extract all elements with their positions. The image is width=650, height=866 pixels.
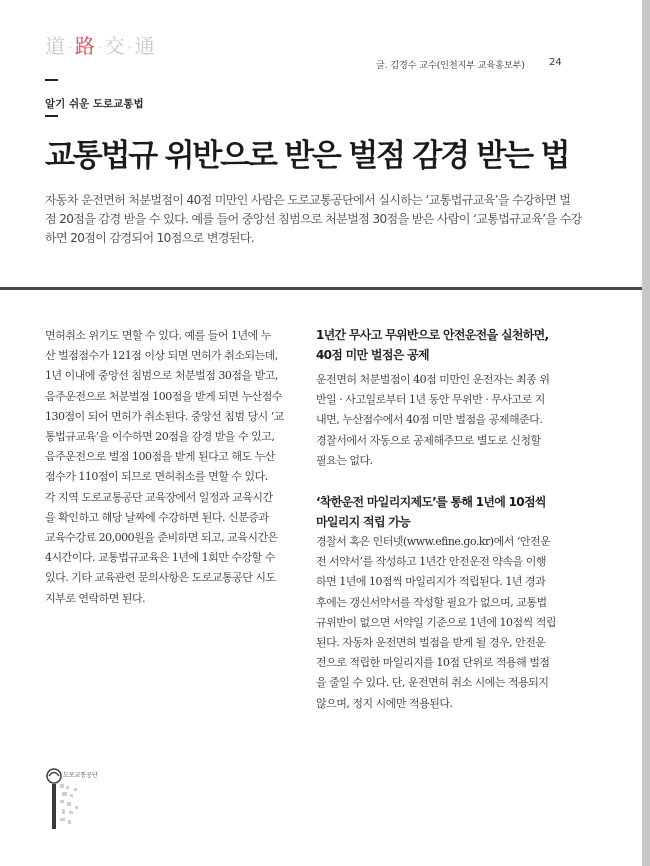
body-line: 규위반이 없으면 서약일 기준으로 1년에 10점씩 적립: [316, 615, 556, 629]
body-line: 있다. 기타 교육관련 문의사항은 도로교통공단 시도: [45, 571, 276, 585]
heading-line: 1년간 무사고 무위반으로 안전운전을 실천하면,: [316, 328, 549, 342]
body-line: 점수가 110점이 되므로 면허취소를 면할 수 있다.: [45, 470, 268, 484]
section-divider: [0, 287, 642, 290]
body-line: 전으로 적립한 마일리지를 10점 단위로 적용해 벌점: [316, 656, 550, 670]
body-line: 후에는 갱신서약서를 작성할 필요가 없으며, 교통법: [316, 595, 547, 609]
logo-char-2: 路: [74, 34, 96, 58]
body-line: 면허취소 위기도 면할 수 있다. 예를 들어 1년에 누: [45, 329, 271, 342]
heading-line: ‘착한운전 마일리지제도’를 통해 1년에 10점씩: [316, 495, 546, 509]
body-line: 된다. 자동차 운전면허 벌점을 받게 될 경우, 안전운: [316, 636, 546, 650]
page-number: 24: [549, 57, 562, 68]
body-line: 을 확인하고 해당 날짜에 수강하면 된다. 신분증과: [45, 510, 269, 524]
body-line: 하면 1년에 10점씩 마일리지가 적립된다. 1년 경과: [316, 575, 546, 589]
body-line: 지부로 연락하면 된다.: [45, 591, 146, 605]
body-line: 필요는 없다.: [316, 453, 373, 467]
footer-org-name: 도로교통공단: [63, 772, 98, 779]
body-line: 130점이 되어 면허가 취소된다. 중앙선 침범 당시 ‘교: [45, 409, 284, 423]
body-line: 통법규교육’을 이수하면 20점을 감경 받을 수 있고,: [45, 430, 275, 444]
article-title: 교통법규 위반으로 받은 벌점 감경 받는 법: [45, 138, 569, 174]
body-line: 반일 · 사고일로부터 1년 동안 무위반 · 무사고로 지: [316, 393, 545, 407]
lead-line: 자동차 운전면허 처분벌점이 40점 미만인 사람은 도로교통공단에서 실시하는 ‘교통법규교육’을 수강하면 벌: [45, 193, 571, 207]
section-logo: [45, 30, 155, 59]
logo-separator: ·: [97, 40, 103, 55]
lead-line: 하면 20점이 감경되어 10점으로 변경된다.: [45, 231, 255, 245]
body-line: 전 서약서’를 작성하고 1년간 안전운전 약속을 이행: [316, 555, 546, 569]
body-line: 운전면허 처분벌점이 40점 미만인 운전자는 최종 위: [316, 373, 550, 386]
body-line: 산 벌점점수가 121점 이상 되면 면허가 취소되는데,: [45, 349, 278, 363]
heading-line: 40점 미만 벌점은 공제: [316, 348, 429, 362]
heading-line: 마일리지 적립 가능: [316, 515, 411, 529]
logo-separator: ·: [68, 40, 73, 55]
section1-body: [316, 370, 584, 471]
section2-heading: [316, 492, 546, 532]
body-line: 음주운전으로 처분벌점 100점을 받게 되면 누산점수: [45, 389, 282, 403]
logo-separator: ·: [127, 40, 133, 55]
subtitle-dash-top: [45, 79, 58, 81]
article-subtitle: 알기 쉬운 도로교통법: [45, 98, 144, 110]
body-line: 교육수강료 20,000원을 준비하면 되고, 교육시간은: [45, 531, 278, 545]
body-line: 않으며, 정지 시에만 적용된다.: [316, 696, 453, 710]
body-line: 4시간이다. 교통법규교육은 1년에 1회만 수강할 수: [45, 551, 275, 565]
logo-char-1: 道: [45, 34, 66, 58]
body-line: 경찰서에서 자동으로 공제해주므로 별도로 신청할: [316, 433, 541, 447]
lead-line: 점 20점을 감경 받을 수 있다. 예를 들어 중앙선 침범으로 처분벌점 30점을 받은 사람이 ‘교통법규교육’을 수강: [45, 212, 582, 226]
left-column: [45, 326, 295, 609]
logo-char-4: 通: [134, 34, 156, 58]
section2-body: [316, 532, 584, 714]
body-line: 경찰서 혹은 인터넷(www.efine.go.kr)에서 ‘안전운: [316, 535, 551, 548]
section1-heading: [316, 325, 548, 365]
body-line: 음주운전으로 벌점 100점을 받게 된다고 해도 누산: [45, 450, 275, 464]
body-line: 각 지역 도로교통공단 교육장에서 일정과 교육시간: [45, 490, 273, 504]
body-line: 을 줄일 수 있다. 단, 운전면허 취소 시에는 적용되지: [316, 676, 549, 690]
subtitle-dash-bottom: [45, 115, 58, 117]
body-line: 내면, 누산점수에서 40점 미만 벌점을 공제해준다.: [316, 413, 543, 427]
body-line: 1년 이내에 중앙선 침범으로 처분벌점 30점을 받고,: [45, 369, 278, 383]
logo-char-3: 交: [104, 34, 126, 58]
author-credit: 글. 김경수 교수(인천지부 교육홍보부): [376, 61, 525, 71]
lead-paragraph: [45, 191, 600, 248]
page-edge-bar: [642, 0, 650, 866]
